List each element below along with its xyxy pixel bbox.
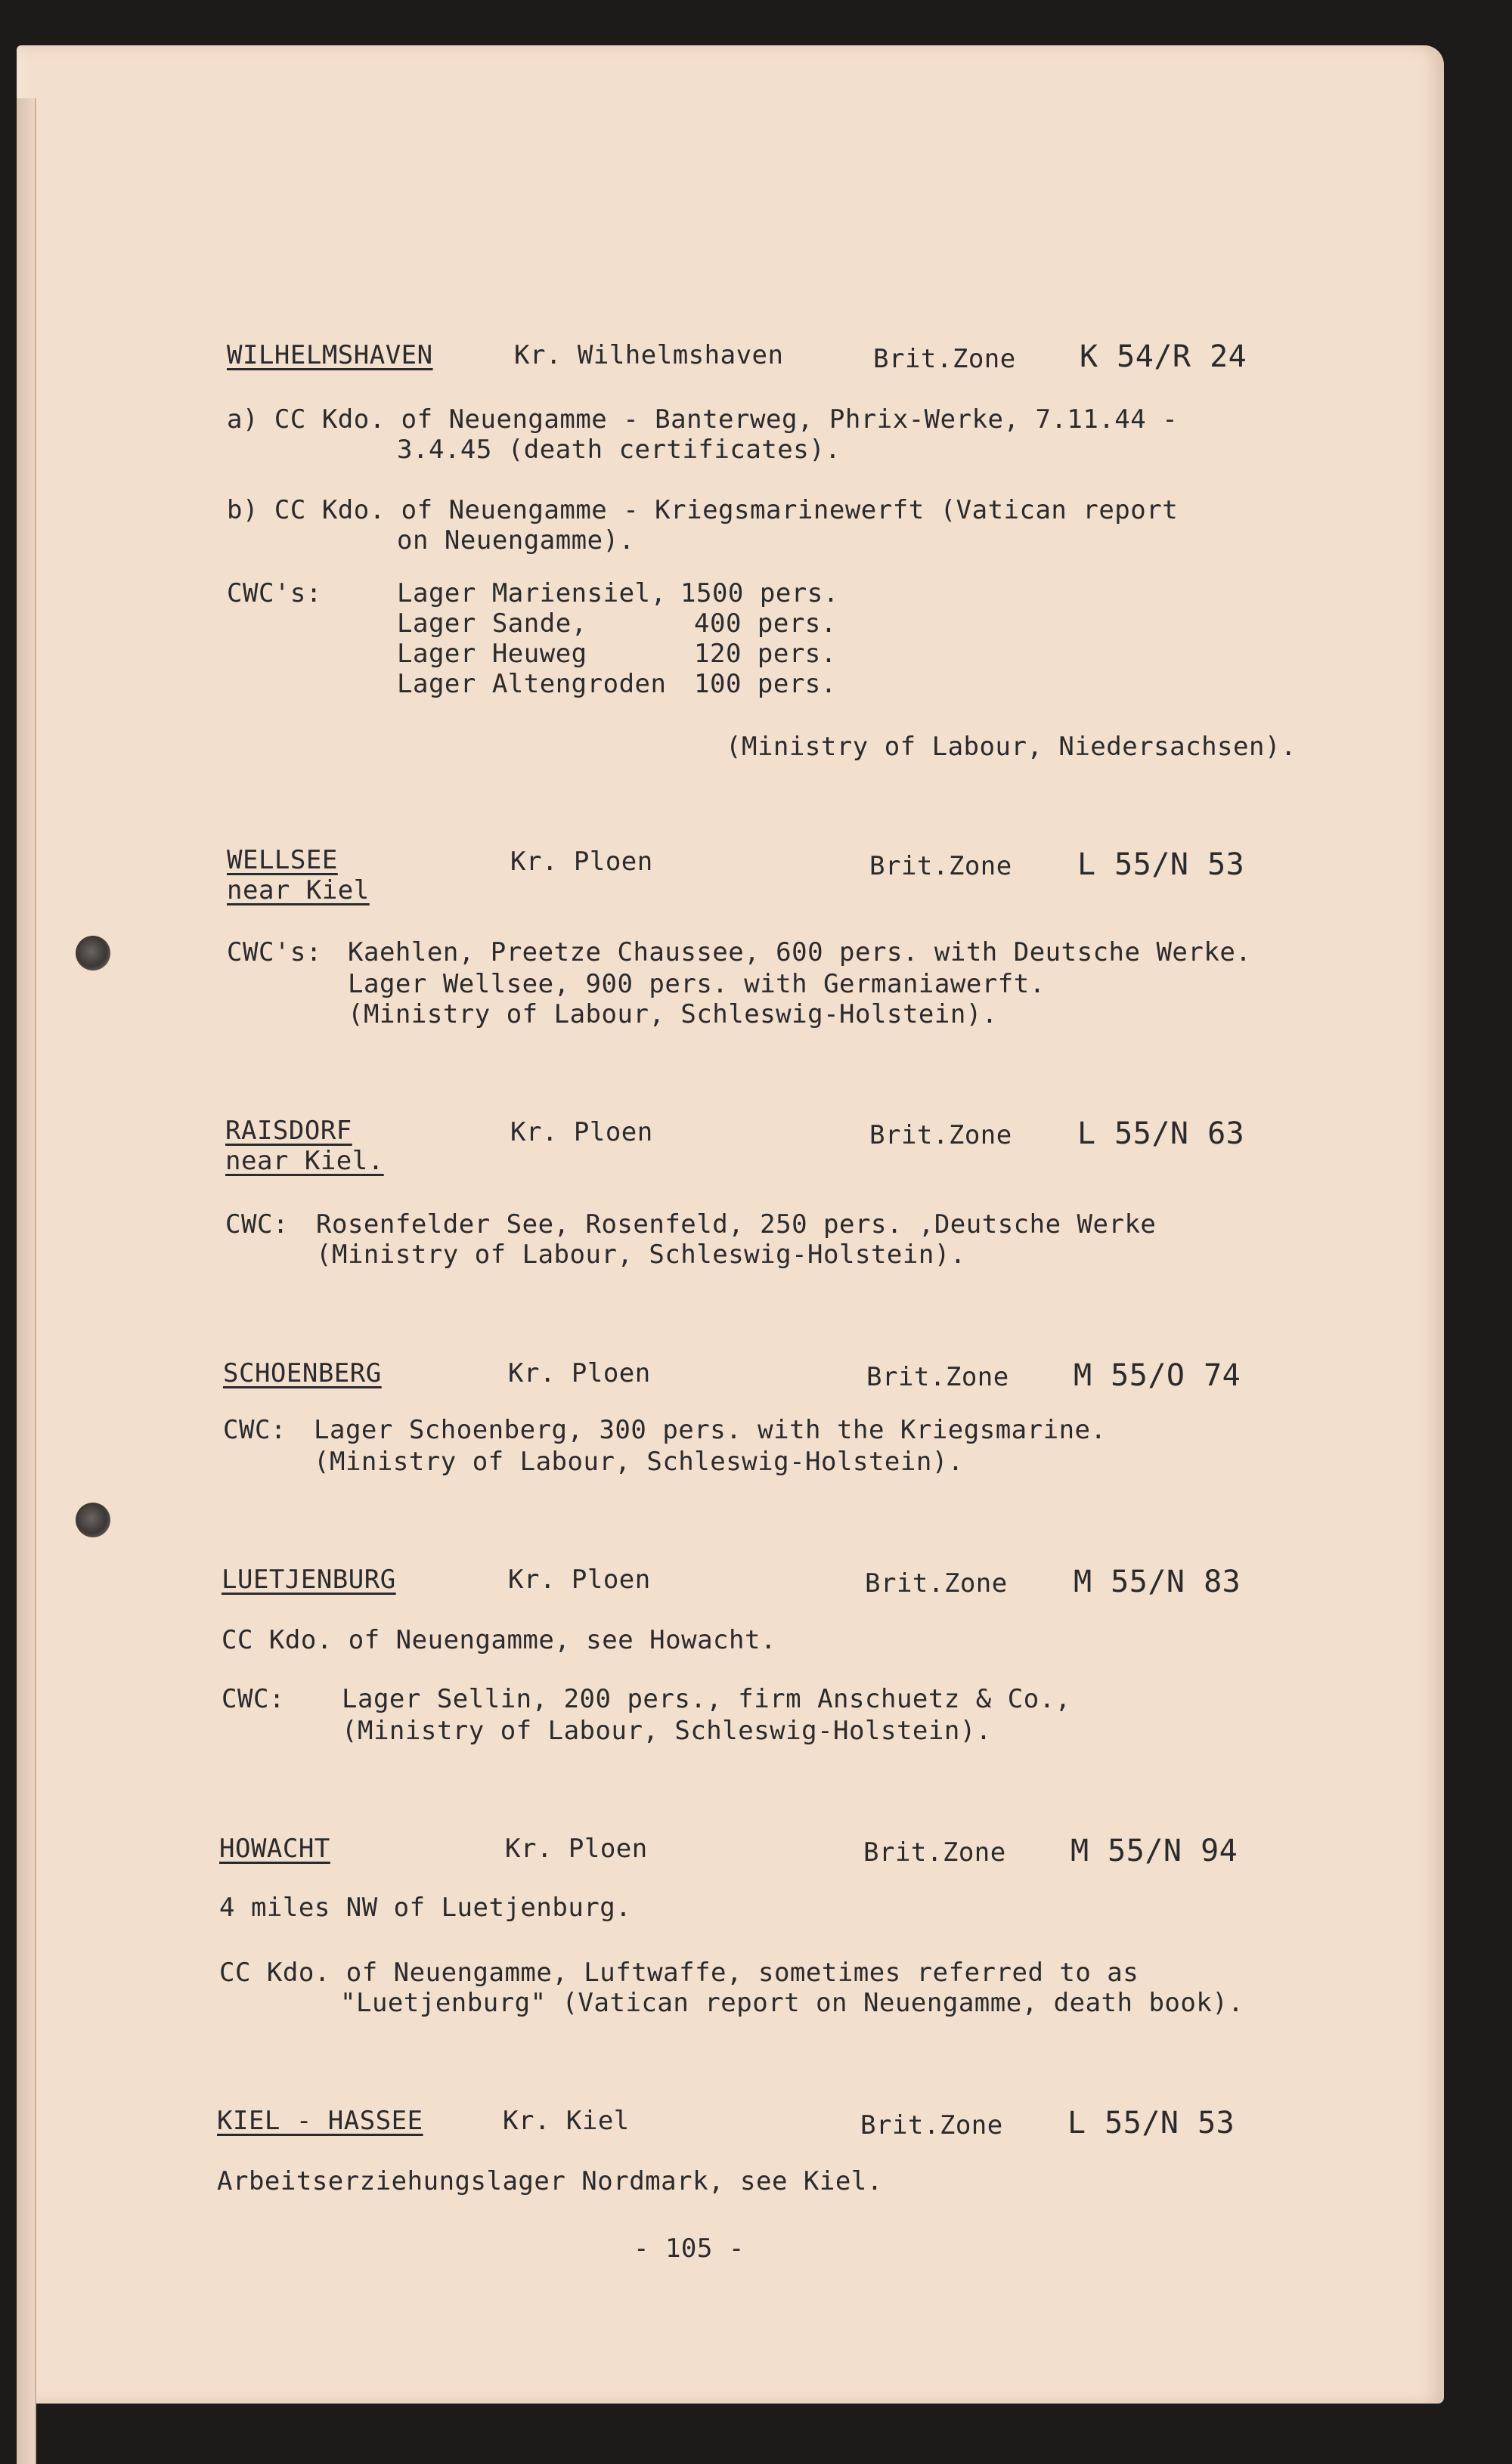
map-grid: L 55/N 53 [1077,847,1245,882]
map-grid: L 55/N 63 [1077,1116,1245,1151]
zone: Brit.Zone [869,1120,1012,1150]
kreis: Kr. Ploen [508,1358,651,1388]
cwc-label: CWC: [223,1415,287,1445]
cc-line1: CC Kdo. of Neuengamme, Luftwaffe, sometimes referred to as [219,1958,1139,1988]
kreis: Kr. Ploen [510,847,653,877]
cwc-line1: Lager Sellin, 200 pers., firm Anschuetz & Co., [342,1684,1071,1714]
zone: Brit.Zone [865,1568,1008,1599]
location-note: 4 miles NW of Luetjenburg. [219,1893,632,1923]
place-name: HOWACHT [219,1834,330,1864]
cwc-label: CWC: [225,1209,289,1240]
kreis: Kr. Wilhelmshaven [514,340,784,370]
source-citation: (Ministry of Labour, Schleswig-Holstein). [316,1240,966,1270]
source-citation: (Ministry of Labour, Niedersachsen). [726,732,1297,762]
zone: Brit.Zone [860,2110,1003,2141]
cwc-line1: Kaehlen, Preetze Chaussee, 600 pers. with Deutsche Werke. [348,937,1252,967]
place-name: KIEL - HASSEE [217,2106,423,2136]
punch-hole-2 [76,1503,110,1537]
cwc-line1: Rosenfelder See, Rosenfeld, 250 pers. ,Deutsche Werke [316,1209,1157,1240]
cwc-line1: Lager Schoenberg, 300 pers. with the Kriegsmarine. [314,1415,1107,1445]
source-citation: (Ministry of Labour, Schleswig-Holstein). [348,999,998,1029]
place-name-detail: near Kiel. [225,1146,384,1176]
camp-name: Lager Heuweg [397,639,587,669]
kreis: Kr. Ploen [505,1834,648,1864]
cwc-label: CWC's: [227,937,322,967]
map-grid: L 55/N 53 [1067,2106,1235,2141]
place-name: SCHOENBERG [223,1358,382,1388]
note-a-line2: 3.4.45 (death certificates). [397,435,841,465]
map-grid: K 54/R 24 [1080,339,1247,374]
kreis: Kr. Kiel [503,2106,630,2136]
map-grid: M 55/N 94 [1070,1834,1238,1868]
note-b-line2: on Neuengamme). [397,525,635,556]
map-grid: M 55/N 83 [1074,1565,1241,1599]
page-number: - 105 - [634,2233,745,2264]
cc-line2: "Luetjenburg" (Vatican report on Neuengamme, death book). [340,1988,1244,2018]
source-citation: (Ministry of Labour, Schleswig-Holstein). [342,1716,992,1746]
zone: Brit.Zone [866,1362,1009,1392]
place-name: LUETJENBURG [222,1565,396,1595]
note-line: Arbeitserziehungslager Nordmark, see Kiel. [217,2166,883,2196]
zone: Brit.Zone [863,1837,1006,1868]
kreis: Kr. Ploen [508,1565,651,1595]
map-grid: M 55/O 74 [1074,1358,1241,1393]
place-name: WILHELMSHAVEN [227,340,433,370]
camp-count: 400 pers. [694,608,837,639]
source-citation: (Ministry of Labour, Schleswig-Holstein). [314,1447,964,1477]
camp-name: Lager Altengroden [397,669,667,699]
zone: Brit.Zone [869,851,1012,881]
kreis: Kr. Ploen [510,1117,653,1147]
zone: Brit.Zone [873,344,1016,374]
place-name-detail: near Kiel [227,875,370,905]
cwc-line2: Lager Wellsee, 900 pers. with Germaniawerft. [348,969,1046,999]
punch-hole-1 [76,936,110,970]
place-name: RAISDORF [225,1116,352,1146]
camp-name: Lager Mariensiel, [397,578,667,608]
camp-count: 120 pers. [694,639,837,669]
cwc-label: CWC: [222,1684,285,1714]
place-name: WELLSEE [227,845,338,875]
cwc-label: CWC's: [227,578,322,608]
page-binding [17,98,36,2464]
camp-count: 1500 pers. [680,578,839,608]
camp-count: 100 pers. [694,669,837,699]
camp-name: Lager Sande, [397,608,587,639]
cc-line: CC Kdo. of Neuengamme, see Howacht. [222,1625,776,1655]
note-b-line1: b) CC Kdo. of Neuengamme - Kriegsmarinewerft (Vatican report [227,495,1179,525]
note-a-line1: a) CC Kdo. of Neuengamme - Banterweg, Phrix-Werke, 7.11.44 - [227,404,1179,435]
